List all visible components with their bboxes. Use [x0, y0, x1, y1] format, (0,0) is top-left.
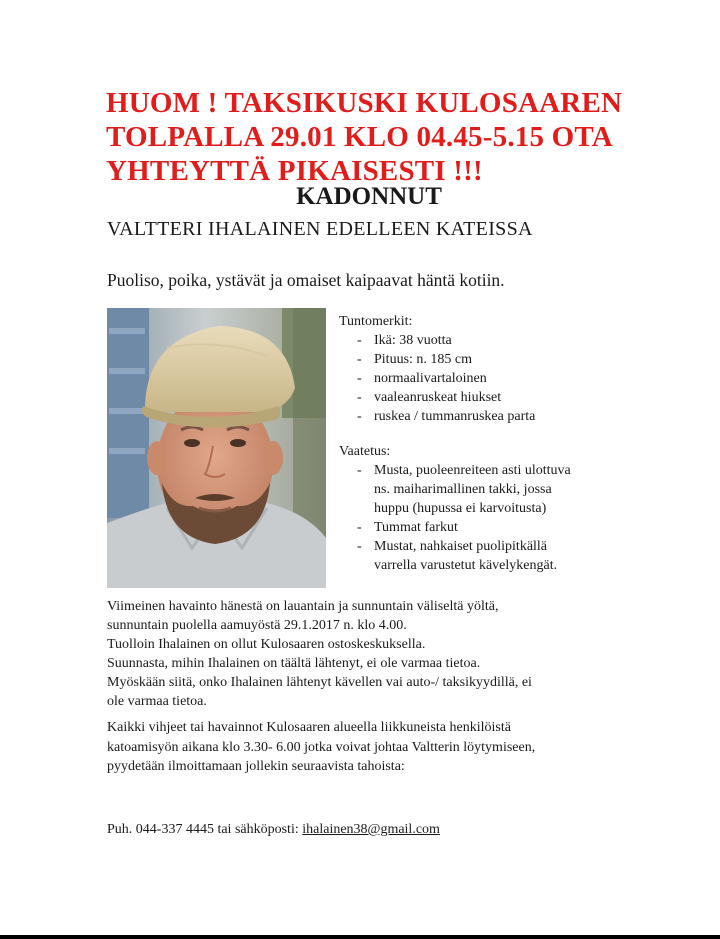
paragraph-line: katoamisyön aikana klo 3.30- 6.00 jotka voivat johtaa Valtterin löytymiseen, [107, 739, 536, 755]
list-item: - Ikä: 38 vuotta [357, 331, 639, 350]
list-item [357, 537, 639, 575]
poster-subheading: VALTTERI IHALAINEN EDELLEEN KATEISSA [107, 218, 533, 240]
paragraph-line: Kaikki vihjeet tai havainnot Kulosaaren alueella liikkuneista henkilöistä [107, 720, 511, 735]
list-item-line: Mustat, nahkaiset puolipitkällä [374, 539, 548, 554]
paragraph-line: Suunnasta, mihin Ihalainen on täältä lähtenyt, ei ole varmaa tietoa. [107, 656, 481, 671]
list-item-line: ns. maiharimallinen takki, jossa [374, 482, 552, 497]
poster-heading: KADONNUT [296, 183, 442, 210]
alert-line: YHTEYTTÄ PIKAISESTI !!! [106, 155, 483, 187]
paragraph-line: sunnuntain puolella aamuyöstä 29.1.2017 n. klo 4.00. [107, 618, 407, 633]
list-item-line: varrella varustetut kävelykengät. [374, 558, 558, 573]
phone-text: Puh. 044-337 4445 tai sähköposti: [107, 822, 303, 837]
features-label: Tuntomerkit: [339, 314, 413, 329]
list-item: - ruskea / tummanruskea parta [357, 407, 639, 426]
list-item: - Pituus: n. 185 cm [357, 350, 639, 369]
bottom-border [0, 935, 720, 939]
list-item [357, 461, 639, 518]
paragraph-line: Viimeinen havainto hänestä on lauantain ja sunnuntain väliseltä yöltä, [107, 599, 499, 614]
tips-request-paragraph [107, 718, 667, 777]
contact-info [107, 822, 440, 838]
intro-text: Puoliso, poika, ystävät ja omaiset kaipaavat häntä kotiin. [107, 270, 505, 290]
list-item: - vaaleanruskeat hiukset [357, 388, 639, 407]
person-description [339, 312, 639, 575]
person-photo [107, 308, 326, 588]
list-item-line: Tummat farkut [374, 520, 458, 535]
list-item-line: huppu (hupussa ei karvoitusta) [374, 501, 547, 516]
clothing-label: Vaatetus: [339, 444, 391, 459]
features-list [339, 331, 639, 426]
alert-line: TOLPALLA 29.01 KLO 04.45-5.15 OTA [106, 121, 613, 153]
paragraph-line: ole varmaa tietoa. [107, 694, 207, 709]
clothing-list [339, 461, 639, 575]
list-item-line: Musta, puoleenreiteen asti ulottuva [374, 463, 571, 478]
alert-message [106, 86, 696, 188]
alert-line: HUOM ! TAKSIKUSKI KULOSAAREN [106, 87, 623, 119]
list-item: - normaalivartaloinen [357, 369, 639, 388]
last-sighting-paragraph [107, 597, 667, 711]
paragraph-line: pyydetään ilmoittamaan jollekin seuraavista tahoista: [107, 759, 405, 774]
paragraph-line: Tuolloin Ihalainen on ollut Kulosaaren ostoskeskuksella. [107, 637, 426, 652]
email-link[interactable]: ihalainen38@gmail.com [302, 822, 440, 837]
paragraph-line: Myöskään siitä, onko Ihalainen lähtenyt kävellen vai auto-/ taksikyydillä, ei [107, 675, 532, 690]
list-item [357, 518, 639, 537]
